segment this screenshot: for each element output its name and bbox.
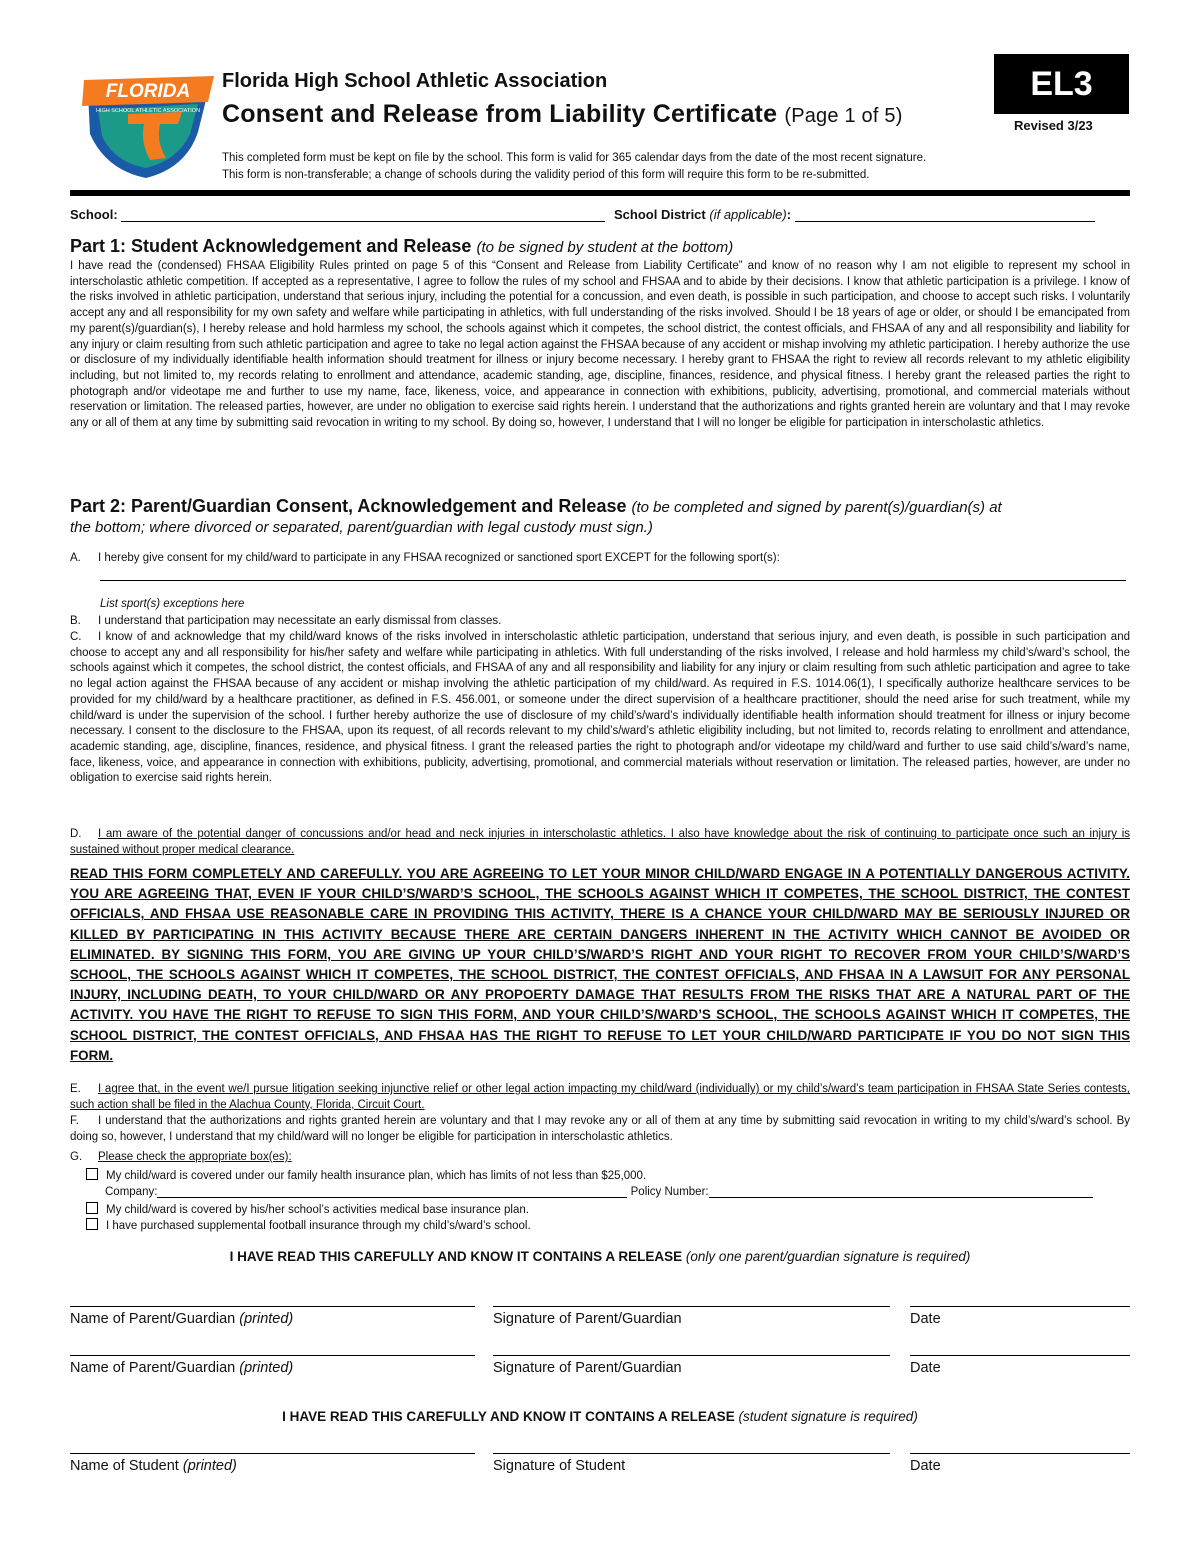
parent-release-heading-text: I HAVE READ THIS CAREFULLY AND KNOW IT CONTAINS A RELEASE <box>229 1249 683 1264</box>
parent2-name-line[interactable] <box>70 1355 475 1356</box>
item-b-text: I understand that participation may necessitate an early dismissal from classes. <box>98 615 502 627</box>
item-a-label: A. <box>70 552 81 564</box>
district-colon: : <box>786 207 792 222</box>
svg-text:FLORIDA: FLORIDA <box>105 81 191 102</box>
checkbox-family-plan-label: My child/ward is covered under our family health insurance plan, which has limits of not less than $25,000. <box>106 1170 647 1182</box>
parent1-signature-label: Signature of Parent/Guardian <box>493 1311 682 1327</box>
company-policy-row <box>105 1185 1093 1198</box>
checkbox-school-plan-label: My child/ward is covered by his/her school’s activities medical base insurance plan. <box>106 1204 529 1216</box>
svg-text:HIGH SCHOOL ATHLETIC ASSOCIATI: HIGH SCHOOL ATHLETIC ASSOCIATION <box>95 108 201 114</box>
item-d-text: I am aware of the potential danger of concussions and/or head and neck injuries in interscholastic athletics. I also have knowledge about the risk of continuing to participate once such an injury is sustained without proper medical clearance. <box>70 828 1130 856</box>
parent2-printed-note: (printed) <box>239 1360 294 1376</box>
parent1-date-line[interactable] <box>910 1306 1130 1307</box>
student-signature-line[interactable] <box>493 1453 890 1454</box>
checkbox-football-plan[interactable] <box>86 1218 98 1230</box>
parent1-name-label <box>70 1311 293 1327</box>
company-input-line[interactable] <box>157 1185 627 1198</box>
item-f-text: I understand that the authorizations and rights granted herein are voluntary and that I may revoke any or all of them at any time by submitting said revocation in writing to my child’s/ward’s school. By doing so, however, I understand that my child/ward will no longer be eligible for participation in interscholastic athletics. <box>70 1115 1130 1143</box>
item-c-label: C. <box>70 631 82 643</box>
warning-text: READ THIS FORM COMPLETELY AND CAREFULLY. YOU ARE AGREEING TO LET YOUR MINOR CHILD/WARD ENGAGE IN A POTENTIALLY DANGEROUS ACTIVITY. YOU ARE AGREEING THAT, EVEN IF YOUR CHILD’S/WARD’S SCHOOL, THE SCHOOLS AGAINST WHICH IT COMPETES, THE SCHOOL DISTRICT, THE CONTEST OFFICIALS, AND FHSAA USE REASONABLE CARE IN PROVIDING THIS ACTIVITY, THERE IS A CHANCE YOUR CHILD/WARD MAY BE SERIOUSLY INJURED OR KILLED BY PARTICIPATING IN THIS ACTIVITY BECAUSE THERE ARE CERTAIN DANGERS INHERENT IN THE ACTIVITY WHICH CANNOT BE AVOIDED OR ELIMINATED. BY SIGNING THIS FORM, YOU ARE GIVING UP YOUR CHILD’S/WARD’S RIGHT AND YOUR RIGHT TO RECOVER FROM YOUR CHILD’S/WARD’S SCHOOL, THE SCHOOLS AGAINST WHICH IT COMPETES, THE SCHOOL DISTRICT, THE CONTEST OFFICIALS, AND FHSAA IN A LAWSUIT FOR ANY PERSONAL INJURY, INCLUDING DEATH, TO YOUR CHILD/WARD OR ANY PROPOERTY DAMAGE THAT RESULTS FROM THE RISKS THAT ARE A NATURAL PART OF THE ACTIVITY. YOU HAVE THE RIGHT TO REFUSE TO SIGN THIS FORM, AND YOUR CHILD’S/WARD’S SCHOOL, THE SCHOOLS AGAINST WHICH IT COMPETES, THE SCHOOL DISTRICT, THE CONTEST OFFICIALS, AND FHSAA HAS THE RIGHT TO REFUSE TO LET YOUR CHILD/WARD PARTICIPATE IF YOU DO NOT SIGN THIS FORM. <box>70 866 1130 1063</box>
company-label: Company: <box>105 1186 158 1198</box>
policy-label: Policy Number: <box>630 1186 709 1198</box>
part2-heading-text: Part 2: Parent/Guardian Consent, Acknowledgement and Release <box>70 496 627 516</box>
item-c <box>70 630 1130 787</box>
form-code-badge: EL3 <box>994 54 1129 114</box>
parent2-signature-label: Signature of Parent/Guardian <box>493 1360 682 1376</box>
parent1-name-line[interactable] <box>70 1306 475 1307</box>
part1-heading-text: Part 1: Student Acknowledgement and Release <box>70 236 472 256</box>
school-field <box>70 207 605 222</box>
district-input-line[interactable] <box>795 209 1095 222</box>
item-b-label: B. <box>70 615 81 627</box>
item-a-text: I hereby give consent for my child/ward to participate in any FHSAA recognized or sanctioned sport EXCEPT for the following sport(s): <box>98 552 780 564</box>
item-f-label: F. <box>70 1115 79 1127</box>
district-label: School District <box>614 207 706 222</box>
item-e-label: E. <box>70 1083 81 1095</box>
student-printed-note: (printed) <box>182 1458 237 1474</box>
policy-input-line[interactable] <box>709 1185 1093 1198</box>
part1-heading-note: (to be signed by student at the bottom) <box>476 239 734 256</box>
parent1-date-label: Date <box>910 1311 941 1327</box>
revised-date: Revised 3/23 <box>1014 118 1093 133</box>
part2-heading-note-2: the bottom; where divorced or separated, parent/guardian with legal custody must sign.) <box>70 519 653 536</box>
item-f <box>70 1114 1130 1145</box>
item-g <box>70 1150 1130 1166</box>
school-label: School: <box>70 207 118 222</box>
fhsaa-logo-icon <box>78 72 218 180</box>
checkbox-family-plan[interactable] <box>86 1168 98 1180</box>
item-d-label: D. <box>70 828 82 840</box>
part2-heading-note-1: (to be completed and signed by parent(s)/guardian(s) at <box>631 499 1002 516</box>
checkbox-football-plan-label: I have purchased supplemental football insurance through my child’s/ward’s school. <box>106 1220 531 1232</box>
part2-heading <box>70 496 1002 517</box>
student-signature-label: Signature of Student <box>493 1458 626 1474</box>
school-input-line[interactable] <box>121 209 605 222</box>
parent-release-heading <box>0 1249 1200 1264</box>
org-name: Florida High School Athletic Association <box>222 70 608 92</box>
item-e <box>70 1082 1130 1113</box>
item-g-text: Please check the appropriate box(es): <box>98 1151 292 1163</box>
parent2-name-label-text: Name of Parent/Guardian <box>70 1360 236 1376</box>
student-release-heading-text: I HAVE READ THIS CAREFULLY AND KNOW IT CONTAINS A RELEASE <box>282 1409 735 1424</box>
parent1-printed-note: (printed) <box>239 1311 294 1327</box>
item-b <box>70 614 1130 630</box>
checkbox-school-plan[interactable] <box>86 1202 98 1214</box>
parent2-signature-line[interactable] <box>493 1355 890 1356</box>
item-d <box>70 827 1130 858</box>
parent2-date-line[interactable] <box>910 1355 1130 1356</box>
student-release-heading <box>0 1409 1200 1424</box>
insurance-option-football <box>86 1218 531 1232</box>
item-c-text: I know of and acknowledge that my child/ward knows of the risks involved in interscholastic athletic participation, understand that serious injury, and even death, is possible in such participation and choose to accept any and all responsibility for his/her safety and welfare while participating in athletics. With full understanding of the risks involved, I release and hold harmless my child’s/ward’s school, the schools against which it competes, the school district, the contest officials, and FHSAA of any and all responsibility and liability for any injury or claim resulting from such athletic participation and agree to take no legal action against the FHSAA because of any accident or mishap involving the athletic participation of my child/ward. As required in F.S. 1014.06(1), I specifically authorize healthcare services to be provided for my child/ward by a healthcare practitioner, as defined in F.S. 456.001, or someone under the direct supervision of a healthcare practitioner, should the need arise for such treatment, while my child/ward is under the supervision of the school. I further hereby authorize the use of disclosure of my child’s/ward’s individually identifiable health information should treatment for illness or injury become necessary. I consent to the disclosure to the FHSAA, upon its request, of all records relevant to my child’s/ward’s athletic eligibility including, but not limited to, records relating to enrollment and attendance, academic standing, age, discipline, finances, residence, and physical fitness. I grant the released parties the right to photograph and/or videotape my child/ward and further to use said child’s/ward’s name, face, likeness, voice, and appearance in connection with exhibitions, publicity, advertising, promotional, and commercial materials without reservation or limitation. The released parties, however, are under no obligation to exercise said rights herein. <box>70 631 1130 785</box>
district-field <box>614 207 1095 222</box>
parent2-name-label <box>70 1360 293 1376</box>
validity-notice: This completed form must be kept on file by the school. This form is valid for 365 calendar days from the date of the most recent signature. <box>222 152 927 164</box>
parent1-signature-line[interactable] <box>493 1306 890 1307</box>
item-g-label: G. <box>70 1151 83 1163</box>
parent-release-heading-note: (only one parent/guardian signature is required) <box>685 1249 971 1264</box>
sport-exceptions-hint: List sport(s) exceptions here <box>100 598 245 610</box>
student-name-line[interactable] <box>70 1453 475 1454</box>
page-note: (Page 1 of 5) <box>784 105 903 127</box>
form-title <box>222 100 903 129</box>
district-note: (if applicable) <box>709 207 787 222</box>
student-release-heading-note: (student signature is required) <box>738 1409 918 1424</box>
form-title-text: Consent and Release from Liability Certificate <box>222 100 778 128</box>
student-date-label: Date <box>910 1458 941 1474</box>
part1-text: I have read the (condensed) FHSAA Eligibility Rules printed on page 5 of this “Consent and Release from Liability Certificate” and know of no reason why I am not eligible to represent my school in interscholastic athletic competition. If accepted as a representative, I agree to follow the rules of my school and FHSAA and to abide by their decisions. I know that athletic participation is a privilege. I know of the risks involved in athletic participation, understand that serious injury, including the potential for a concussion, and even death, is possible in such participation, and choose to accept such risks. I voluntarily accept any and all responsibility for my own safety and welfare while participating in athletics, with full understanding of the risks involved. Should I be 18 years of age or older, or should I be emancipated from my parent(s)/guardian(s), I hereby release and hold harmless my school, the schools against which it competes, the school district, the contest officials, and FHSAA of any and all responsibility and liability for any injury or claim resulting from such athletic participation and agree to take no legal action against the FHSAA because of any accident or mishap involving my athletic participation. I hereby authorize the use or disclosure of my individually identifiable health information should treatment for illness or injury become necessary. I hereby grant to FHSAA the right to review all records relevant to my athletic eligibility including, but not limited to, my records relating to enrollment and attendance, academic standing, age, discipline, finances, residence, and physical fitness. I hereby grant the released parties the right to photograph and/or videotape me and further to use my name, face, likeness, voice, and appearance in connection with exhibitions, publicity, advertising, promotional, and commercial materials without reservation or limitation. The released parties, however, are under no obligation to exercise said rights herein. I understand that the authorizations and rights granted herein are voluntary and that I may revoke any or all of them at any time by submitting said revocation in writing to my school. By doing so, however, I understand that I will no longer be eligible for participation in interscholastic athletics. <box>70 260 1130 430</box>
parent1-name-label-text: Name of Parent/Guardian <box>70 1311 236 1327</box>
item-a <box>70 551 1130 567</box>
sport-exceptions-line[interactable] <box>100 580 1126 581</box>
insurance-option-school <box>86 1202 529 1216</box>
item-e-text: I agree that, in the event we/I pursue litigation seeking injunctive relief or other legal action impacting my child/ward (individually) or my child’s/ward’s team participation in FHSAA State Series contests, such action shall be filed in the Alachua County, Florida, Circuit Court. <box>70 1083 1130 1111</box>
header-divider <box>70 190 1130 196</box>
part1-heading <box>70 236 733 257</box>
transfer-notice: This form is non-transferable; a change of schools during the validity period of this form will require this form to be re-submitted. <box>222 169 870 181</box>
student-name-label <box>70 1458 237 1474</box>
insurance-option-family <box>86 1168 646 1182</box>
student-name-label-text: Name of Student <box>70 1458 179 1474</box>
student-date-line[interactable] <box>910 1453 1130 1454</box>
parent2-date-label: Date <box>910 1360 941 1376</box>
